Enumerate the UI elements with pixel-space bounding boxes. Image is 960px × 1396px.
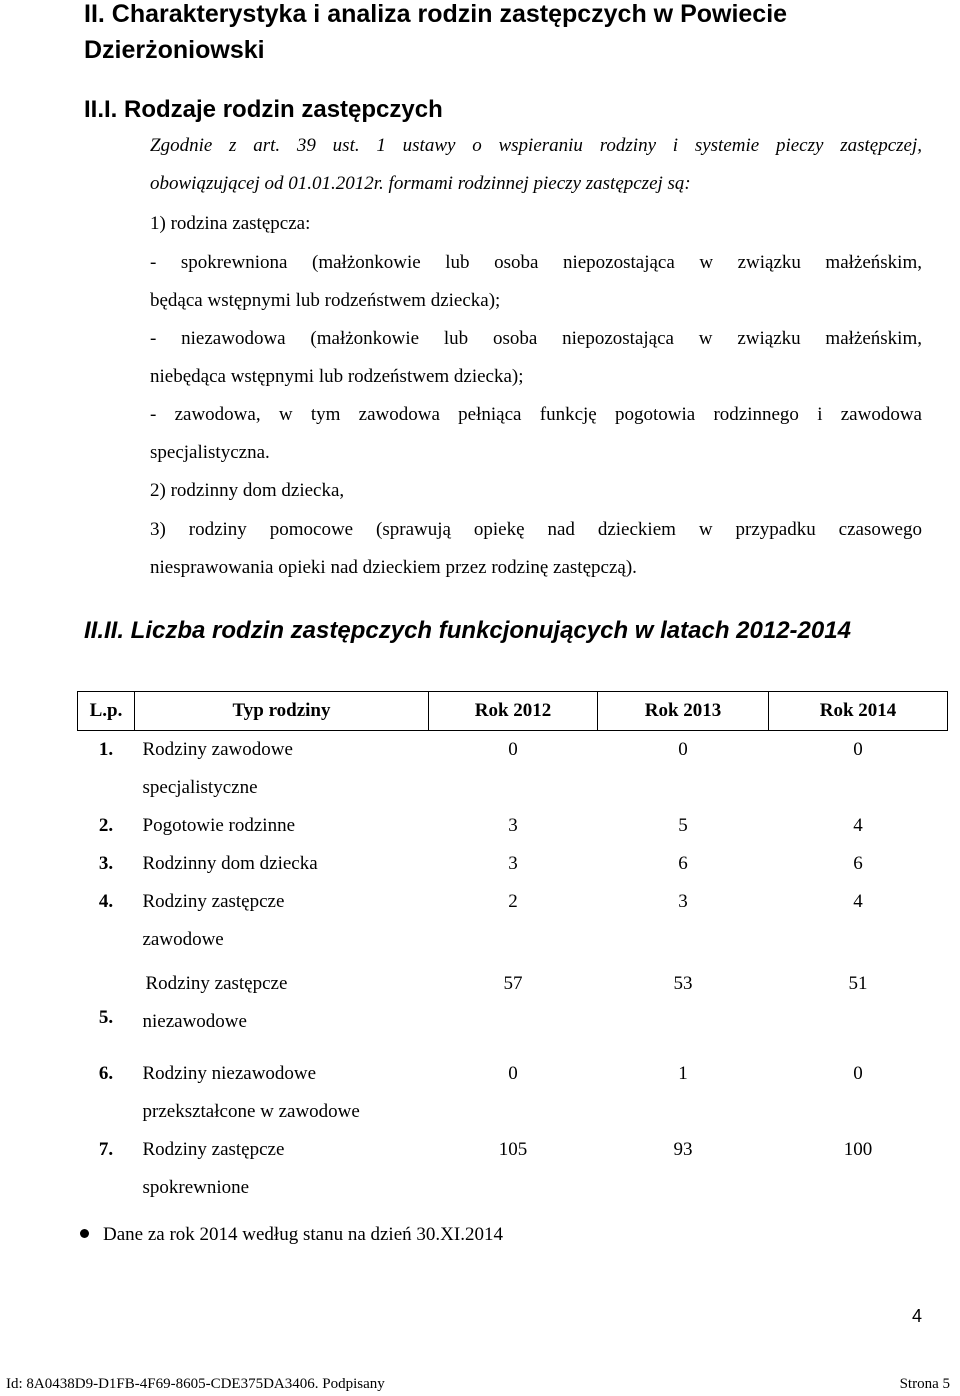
row-type: [135, 883, 429, 959]
row-type-line2: zawodowe: [142, 929, 224, 950]
row-2012: 0: [508, 1063, 518, 1084]
row-2014: 4: [853, 891, 863, 912]
row-type: [135, 959, 429, 1055]
sub-item-niezawodowa-line2: niebędąca wstępnymi lub rodzeństwem dziecka);: [150, 366, 524, 387]
row-2014: 6: [853, 853, 863, 874]
section1-intro-line1: Zgodnie z art. 39 ust. 1 ustawy o wspieraniu rodziny i systemie pieczy zastępczej,: [150, 135, 922, 156]
row-type-line1: Rodziny zastępcze: [145, 973, 288, 994]
row-2012: 3: [508, 815, 518, 836]
table-row: [78, 1055, 948, 1131]
row-2014: 100: [843, 1139, 873, 1160]
row-2014: 0: [853, 1063, 863, 1084]
row-type: [135, 1055, 429, 1131]
row-type-line2: specjalistyczne: [142, 777, 258, 798]
row-2014: 51: [848, 973, 868, 994]
row-type: Pogotowie rodzinne: [142, 815, 296, 836]
header-lp: L.p.: [78, 692, 135, 731]
row-2013: 3: [678, 891, 688, 912]
table-row: [78, 731, 948, 808]
sub-item-spokrewniona-line2: będąca wstępnymi lub rodzeństwem dziecka);: [150, 290, 501, 311]
sub-item-zawodowa-line1: - zawodowa, w tym zawodowa pełniąca funkcję pogotowia rodzinnego i zawodowa: [150, 404, 922, 425]
row-2013: 53: [673, 973, 693, 994]
row-lp: 1.: [98, 739, 114, 760]
row-type: Rodzinny dom dziecka: [142, 853, 318, 874]
row-2012: 2: [508, 891, 518, 912]
row-lp: 3.: [98, 853, 114, 874]
section2-title: II.II. Liczba rodzin zastępczych funkcjonujących w latach 2012-2014: [84, 617, 851, 644]
list-item-2: 2) rodzinny dom dziecka,: [150, 480, 345, 501]
row-2013: 1: [678, 1063, 688, 1084]
row-2013: 0: [678, 739, 688, 760]
row-2012: 105: [498, 1139, 528, 1160]
data-note: [80, 1224, 503, 1246]
row-lp: 5.: [98, 1007, 114, 1028]
row-type-line1: Rodziny zawodowe: [142, 739, 293, 760]
section1-intro-line2: obowiązującej od 01.01.2012r. formami rodzinnej pieczy zastępczej są:: [150, 173, 691, 194]
page-number: 4: [911, 1306, 922, 1326]
row-lp: 7.: [98, 1139, 114, 1160]
row-lp: 6.: [98, 1063, 114, 1084]
data-note-text: Dane za rok 2014 według stanu na dzień 30.XI.2014: [103, 1224, 503, 1245]
sub-item-spokrewniona-line1: - spokrewniona (małżonkowie lub osoba niepozostająca w związku małżeńskim,: [150, 252, 922, 273]
list-item-3-line1: 3) rodziny pomocowe (sprawują opiekę nad dzieckiem w przypadku czasowego: [150, 519, 922, 540]
header-rok-2014: Rok 2014: [769, 692, 948, 731]
header-rok-2013: Rok 2013: [598, 692, 769, 731]
row-type: [135, 1131, 429, 1207]
bullet-icon: [80, 1229, 89, 1238]
document-heading-line2: Dzierżoniowski: [84, 36, 265, 64]
families-table: [77, 691, 948, 1207]
table-row: [78, 1131, 948, 1207]
row-lp: 4.: [98, 891, 114, 912]
sub-item-niezawodowa-line1: - niezawodowa (małżonkowie lub osoba niepozostająca w związku małżeńskim,: [150, 328, 922, 349]
header-typ-rodziny: Typ rodziny: [135, 692, 429, 731]
row-lp: 2.: [98, 815, 114, 836]
list-item-1: 1) rodzina zastępcza:: [150, 213, 311, 234]
row-type: [135, 731, 429, 808]
table-row: [78, 845, 948, 883]
row-2013: 93: [673, 1139, 693, 1160]
row-type-line2: przekształcone w zawodowe: [142, 1101, 360, 1122]
list-item-3-line2: niesprawowania opieki nad dzieckiem przez rodzinę zastępczą).: [150, 557, 637, 578]
row-2013: 5: [678, 815, 688, 836]
table-header-row: [78, 692, 948, 731]
table-row: [78, 807, 948, 845]
row-2012: 0: [508, 739, 518, 760]
sub-item-zawodowa-line2: specjalistyczna.: [150, 442, 270, 463]
row-type-line2: spokrewnione: [142, 1177, 250, 1198]
footer-page-label: Strona 5: [899, 1376, 950, 1392]
row-type-line1: Rodziny zastępcze: [142, 1139, 285, 1160]
document-heading-line1: II. Charakterystyka i analiza rodzin zastępczych w Powiecie: [84, 0, 788, 28]
row-2014: 0: [853, 739, 863, 760]
row-type-line2: niezawodowe: [142, 1011, 247, 1032]
header-rok-2012: Rok 2012: [429, 692, 598, 731]
table-row: [78, 959, 948, 1055]
row-2013: 6: [678, 853, 688, 874]
row-2012: 3: [508, 853, 518, 874]
footer-document-id: Id: 8A0438D9-D1FB-4F69-8605-CDE375DA3406. Podpisany: [6, 1376, 385, 1392]
row-2012: 57: [503, 973, 523, 994]
row-type-line1: Rodziny niezawodowe: [142, 1063, 317, 1084]
table-row: [78, 883, 948, 959]
row-type-line1: Rodziny zastępcze: [142, 891, 285, 912]
row-2014: 4: [853, 815, 863, 836]
section1-title: II.I. Rodzaje rodzin zastępczych: [84, 96, 443, 123]
